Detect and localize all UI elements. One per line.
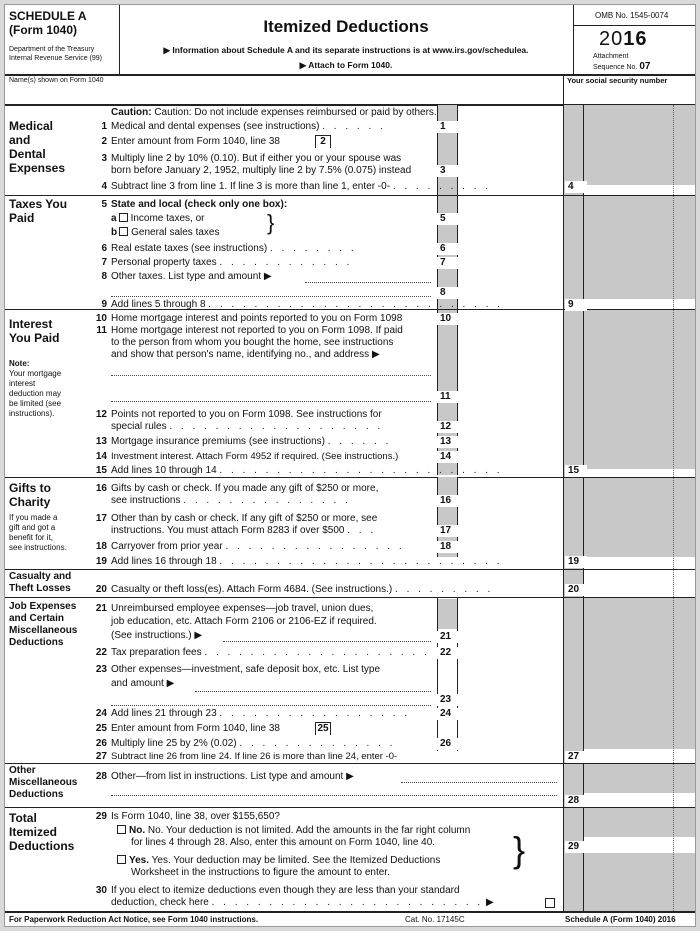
line-29-box[interactable]: 29 (565, 841, 587, 853)
line-21-entry[interactable] (223, 641, 431, 642)
line-9-text: Add lines 5 through 8 . . . . . . . . . . . . . . . . . . . . . . . . . . (111, 299, 503, 310)
line-8-number: 8 (101, 271, 107, 282)
line-14-text: Investment interest. Attach Form 4952 if required. (See instructions.) (111, 451, 399, 462)
line-11-entry-2[interactable] (111, 401, 431, 402)
line-30-number: 30 (95, 885, 107, 896)
line-7-text: Personal property taxes . . . . . . . . . . . . (111, 257, 353, 268)
line-16-number: 16 (95, 483, 107, 494)
line-3-text-a: Multiply line 2 by 10% (0.10). But if either you or your spouse was (111, 153, 402, 164)
line-8-text: Other taxes. List type and amount ▶ (111, 271, 272, 282)
line-11-entry-1[interactable] (111, 375, 431, 376)
line-2-text: Enter amount from Form 1040, line 38 (111, 136, 280, 147)
form-subtitle: (Form 1040) (9, 23, 78, 37)
shade-right-medical (583, 105, 696, 185)
line-27-number: 27 (95, 751, 107, 762)
line-11-box[interactable]: 11 (437, 391, 459, 403)
line-16-box[interactable]: 16 (437, 495, 459, 507)
line-1-number: 1 (101, 121, 107, 132)
sales-taxes-checkbox[interactable] (119, 227, 128, 236)
line-27-box[interactable]: 27 (565, 751, 587, 763)
footer-cat-no: Cat. No. 17145C (405, 915, 465, 924)
section-job-title: Job Expenses and Certain Miscellaneous Deductions (9, 601, 78, 648)
line-11-number: 11 (96, 325, 107, 336)
line-8-entry-2[interactable] (111, 296, 431, 297)
line-21-text-c: (See instructions.) ▶ (111, 630, 203, 641)
sequence-label: Sequence No. 07 (593, 61, 651, 72)
line-22-box[interactable]: 22 (437, 647, 459, 659)
page-title: Itemized Deductions (263, 17, 429, 36)
line-12-text-a: Points not reported to you on Form 1098. See instructions for (111, 409, 382, 420)
line-10-text: Home mortgage interest and points reported to you on Form 1098 (111, 313, 403, 324)
line-17-box[interactable]: 17 (437, 525, 459, 537)
line-7-number: 7 (101, 257, 107, 268)
line-9-number: 9 (101, 299, 107, 310)
gifts-note: If you made a gift and got a benefit for it, see instructions. (9, 513, 67, 552)
ssn-label: Your social security number (567, 76, 668, 85)
itemize-election-checkbox[interactable] (545, 898, 555, 908)
line-10-number: 10 (95, 313, 107, 324)
line-13-number: 13 (95, 436, 107, 447)
line-25-number: 25 (95, 723, 107, 734)
line-30-text-a: If you elect to itemize deductions even though they are less than your standard (111, 885, 460, 896)
line-9-box[interactable]: 9 (565, 299, 587, 311)
line-5a: a Income taxes, or (111, 213, 205, 224)
line-25-box[interactable]: 25 (315, 722, 331, 735)
brace-29: } (513, 829, 526, 870)
line-1-text: Medical and dental expenses (see instructions) . . . . . . (111, 121, 386, 132)
line-12-number: 12 (95, 409, 107, 420)
attach-line: ▶ Attach to Form 1040. (299, 60, 393, 70)
shade-right-other (583, 763, 696, 793)
line-22-text: Tax preparation fees . . . . . . . . . . . . . . . . . . . . (111, 647, 430, 658)
line-10-box[interactable]: 10 (437, 313, 459, 325)
line-23-text-b: and amount ▶ (111, 678, 175, 689)
yes-checkbox[interactable] (117, 855, 126, 864)
line-17-text-b: instructions. You must attach Form 8283 if over $500 . . . (111, 525, 377, 536)
ssn-field[interactable] (567, 85, 693, 103)
line-26-box[interactable]: 26 (437, 738, 459, 750)
line-16-text-a: Gifts by cash or check. If you made any gift of $250 or more, (111, 483, 379, 494)
line-18-text: Carryover from prior year . . . . . . . . . . . . . . . . (111, 541, 405, 552)
line-29-no-b: for lines 4 through 28. Also, enter this amount on Form 1040, line 40. (131, 837, 436, 848)
shade-right-taxes (583, 195, 696, 299)
shade-right-interest (583, 309, 696, 469)
line-29-yes-a: Yes. Yes. Your deduction may be limited. See the Itemized Deductions (115, 855, 440, 867)
no-checkbox[interactable] (117, 825, 126, 834)
line-19-text: Add lines 16 through 18 . . . . . . . . . . . . . . . . . . . . . . . . . (111, 556, 503, 567)
line-23-box[interactable]: 23 (437, 694, 459, 706)
irs-label: Internal Revenue Service (99) (9, 55, 102, 62)
line-12-text-b: special rules . . . . . . . . . . . . . . . . . . . (111, 421, 384, 432)
line-20-text: Casualty or theft loss(es). Attach Form 4684. (See instructions.) . . . . . . . . . (111, 584, 494, 595)
line-3-text-b: born before January 2, 1952, multiply line 2 by 7.5% (0.075) instead (111, 165, 412, 176)
line-29-no-a: No. No. Your deduction is not limited. Add the amounts in the far right column (115, 825, 470, 837)
line-29-yes-b: Worksheet in the instructions to figure the amount to enter. (131, 867, 390, 878)
line-5-number: 5 (101, 199, 107, 210)
line-5-box[interactable]: 5 (437, 213, 459, 225)
line-4-text: Subtract line 3 from line 1. If line 3 is more than line 1, enter -0- . . . . . . . . . (111, 181, 492, 192)
line-17-text-a: Other than by cash or check. If any gift of $250 or more, see (111, 513, 378, 524)
section-gifts-title: Gifts to Charity (9, 481, 51, 509)
line-19-number: 19 (95, 556, 107, 567)
section-other-title: Other Miscellaneous Deductions (9, 765, 78, 800)
line-11-text-c: and show that person's name, identifying no., and address ▶ (111, 349, 380, 360)
line-28-number: 28 (95, 771, 107, 782)
line-6-box[interactable]: 6 (437, 243, 459, 255)
line-3-number: 3 (101, 153, 107, 164)
line-13-box[interactable]: 13 (437, 436, 459, 448)
line-13-text: Mortgage insurance premiums (see instructions) . . . . . . (111, 436, 392, 447)
line-24-text: Add lines 21 through 23 . . . . . . . . . . . . . . . . . (111, 708, 411, 719)
line-21-number: 21 (95, 603, 107, 614)
name-field[interactable] (9, 85, 561, 103)
line-29-text: Is Form 1040, line 38, over $155,650? (111, 811, 280, 822)
line-27-text: Subtract line 26 from line 24. If line 26 is more than line 24, enter -0- (111, 751, 398, 762)
brace-5: } (267, 210, 275, 235)
line-12-box[interactable]: 12 (437, 421, 459, 433)
line-18-box[interactable]: 18 (437, 541, 459, 553)
section-medical-title: Medical and Dental Expenses (9, 119, 66, 175)
line-24-number: 24 (95, 708, 107, 719)
line-28-text: Other—from list in instructions. List type and amount ▶ (111, 771, 354, 782)
line-23-entry-1[interactable] (195, 691, 431, 692)
line-14-number: 14 (95, 451, 107, 462)
line-14-box[interactable]: 14 (437, 451, 459, 463)
schedule-a-form (4, 4, 696, 927)
line-18-number: 18 (95, 541, 107, 552)
line-8-box[interactable]: 8 (437, 287, 459, 299)
line-7-box[interactable]: 7 (437, 257, 459, 269)
line-28-entry-1[interactable] (401, 782, 557, 783)
shade-right-total-a (583, 807, 696, 837)
line-4-number: 4 (101, 181, 107, 192)
section-taxes-title: Taxes You Paid (9, 197, 68, 225)
omb-number: OMB No. 1545-0074 (595, 11, 669, 20)
line-20-box[interactable]: 20 (565, 584, 587, 596)
form-title: SCHEDULE A (9, 9, 87, 23)
line-26-number: 26 (95, 738, 107, 749)
name-label: Name(s) shown on Form 1040 (9, 77, 104, 84)
shade-right-gifts (583, 477, 696, 557)
section-total-title: Total Itemized Deductions (9, 811, 75, 853)
line-15-number: 15 (95, 465, 107, 476)
shade-col1-job (437, 599, 457, 629)
line-5b: b General sales taxes (111, 227, 220, 238)
line-23-entry-2[interactable] (111, 705, 431, 706)
income-taxes-checkbox[interactable] (119, 213, 128, 222)
line-11-text-a: Home mortgage interest not reported to you on Form 1098. If paid (111, 325, 403, 336)
footer-notice: For Paperwork Reduction Act Notice, see Form 1040 instructions. (9, 915, 259, 924)
line-21-text-a: Unreimbursed employee expenses—job travel, union dues, (111, 603, 374, 614)
shade-right-job (583, 597, 696, 749)
line-28-box[interactable]: 28 (565, 795, 587, 807)
line-22-number: 22 (95, 647, 107, 658)
line-15-box[interactable]: 15 (565, 465, 587, 477)
line-26-text: Multiply line 25 by 2% (0.02) . . . . . . . . . . . . . . (111, 738, 396, 749)
line-11-text-b: to the person from whom you bought the home, see instructions (111, 337, 394, 348)
line-21-text-b: job education, etc. Attach Form 2106 or 2106-EZ if required. (111, 616, 377, 627)
line-3-box[interactable]: 3 (437, 165, 459, 177)
section-casualty-title: Casualty and Theft Losses (9, 571, 72, 594)
line-2-box[interactable]: 2 (315, 135, 331, 148)
line-24-box[interactable]: 24 (437, 708, 459, 720)
line-16-text-b: see instructions . . . . . . . . . . . . . . . (111, 495, 351, 506)
line-19-box[interactable]: 19 (565, 556, 587, 568)
footer-form-id: Schedule A (Form 1040) 2016 (565, 915, 676, 924)
line-15-text: Add lines 10 through 14 . . . . . . . . . . . . . . . . . . . . . . . . . (111, 465, 503, 476)
line-28-entry-2[interactable] (111, 795, 557, 796)
section-interest-title: Interest You Paid (9, 317, 60, 345)
line-5-text: State and local (check only one box): (111, 199, 288, 210)
line-17-number: 17 (95, 513, 107, 524)
line-25-text: Enter amount from Form 1040, line 38 (111, 723, 280, 734)
line-29-number: 29 (95, 811, 107, 822)
line-23-text-a: Other expenses—investment, safe deposit box, etc. List type (111, 664, 381, 675)
line-6-text: Real estate taxes (see instructions) . . . . . . . . (111, 243, 357, 254)
info-line: ▶ Information about Schedule A and its separate instructions is at www.irs.gov/schedulea. (163, 45, 529, 55)
line-4-box[interactable]: 4 (565, 181, 587, 193)
line-21-box[interactable]: 21 (437, 631, 459, 643)
line-6-number: 6 (101, 243, 107, 254)
line-8-entry[interactable] (305, 282, 431, 283)
tax-year: 2016 (599, 28, 648, 50)
line-30-text-b: deduction, check here . . . . . . . . . . . . . . . . . . . . . . . . ▶ (111, 897, 494, 908)
line-2-number: 2 (101, 136, 107, 147)
attachment-label: Attachment (593, 53, 629, 60)
dept-label: Department of the Treasury (9, 46, 95, 53)
shade-col2 (563, 105, 583, 911)
line-23-number: 23 (95, 664, 107, 675)
interest-note: Note: Your mortgage interest deduction may be limited (see instructions). (9, 359, 62, 418)
line-20-number: 20 (95, 584, 107, 595)
line-1-box[interactable]: 1 (437, 121, 459, 133)
medical-caution: Caution: Caution: Do not include expenses reimbursed or paid by others. (111, 107, 437, 118)
